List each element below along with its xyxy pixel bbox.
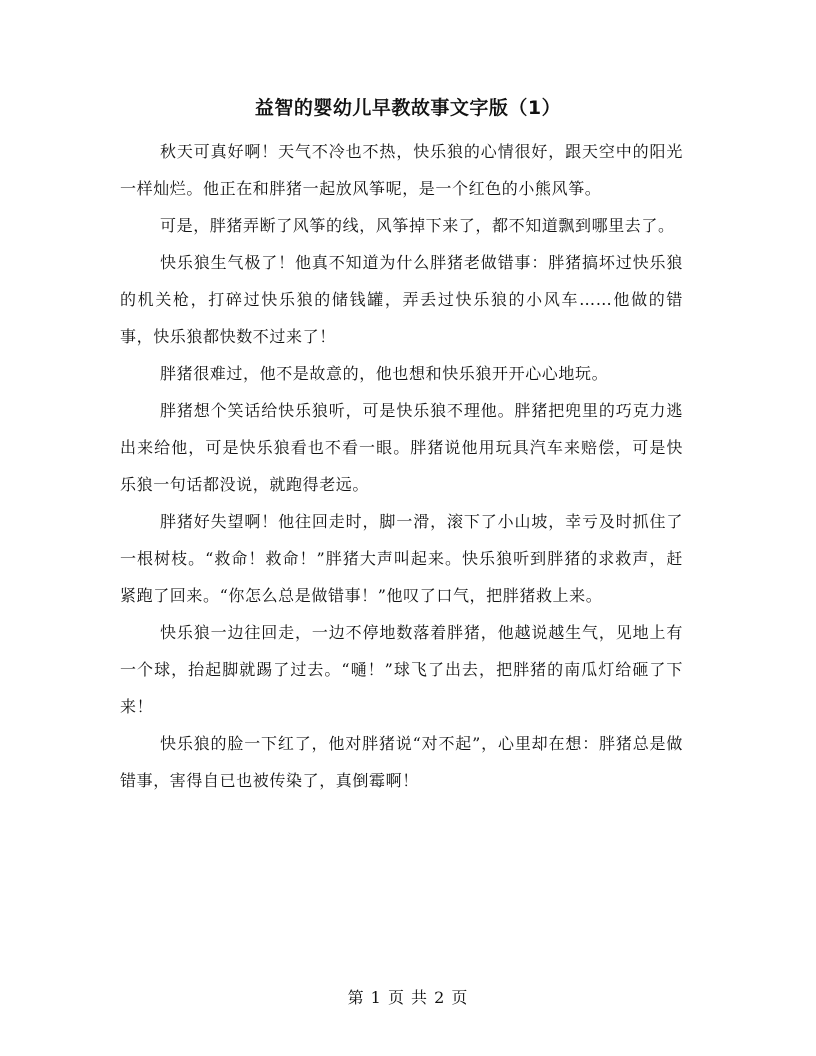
page-number-footer: 第 1 页 共 2 页: [347, 988, 469, 1007]
paragraph: 胖猪好失望啊！他往回走时，脚一滑，滚下了小山坡，幸亏及时抓住了一根树枝。“救命！救命！”胖猪大声叫起来。快乐狼听到胖猪的求救声，赶紧跑了回来。“你怎么总是做错事！”他叹了口气，把胖猪救上来。: [120, 512, 683, 605]
paragraph: 可是，胖猪弄断了风筝的线，风筝掉下来了，都不知道飘到哪里去了。: [160, 216, 675, 235]
paragraph: 胖猪想个笑话给快乐狼听，可是快乐狼不理他。胖猪把兜里的巧克力逃出来给他，可是快乐狼看也不看一眼。胖猪说他用玩具汽车来赔偿，可是快乐狼一句话都没说，就跑得老远。: [120, 401, 683, 494]
document-body: [120, 133, 683, 799]
paragraph: 快乐狼一边往回走，一边不停地数落着胖猪，他越说越生气，见地上有一个球，抬起脚就踢了过去。“嗵！”球飞了出去，把胖猪的南瓜灯给砸了下来！: [120, 623, 683, 716]
paragraph: 胖猪很难过，他不是故意的，他也想和快乐狼开开心心地玩。: [160, 364, 609, 383]
document-title: 益智的婴幼儿早教故事文字版（1）: [254, 97, 562, 119]
paragraph: 快乐狼生气极了！他真不知道为什么胖猪老做错事：胖猪搞坏过快乐狼的机关枪，打碎过快乐狼的储钱罐，弄丢过快乐狼的小风车……他做的错事，快乐狼都快数不过来了！: [120, 253, 683, 346]
paragraph: 秋天可真好啊！天气不冷也不热，快乐狼的心情很好，跟天空中的阳光一样灿烂。他正在和胖猪一起放风筝呢，是一个红色的小熊风筝。: [120, 142, 683, 198]
paragraph: 快乐狼的脸一下红了，他对胖猪说“对不起”，心里却在想：胖猪总是做错事，害得自已也被传染了，真倒霉啊！: [120, 734, 683, 790]
